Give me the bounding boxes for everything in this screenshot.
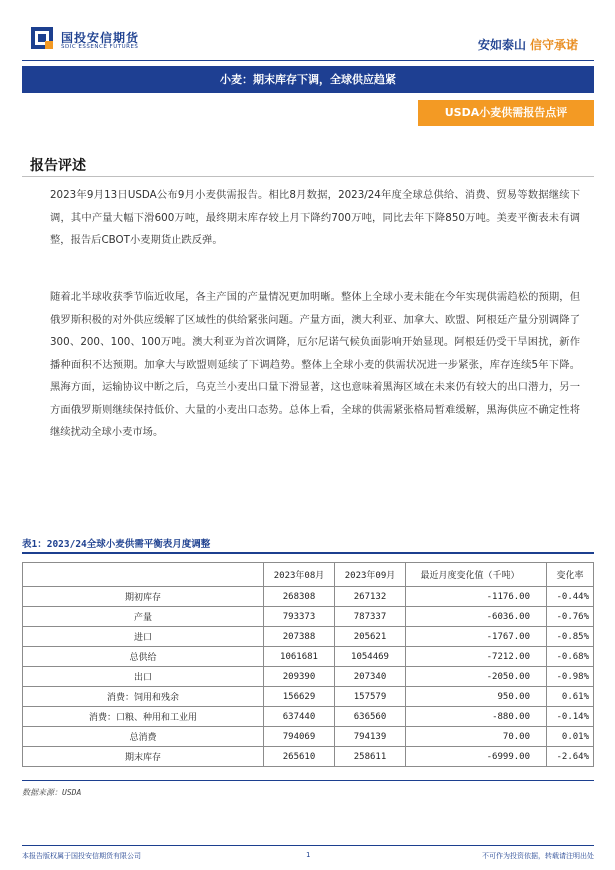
row-sep: 267132: [335, 587, 406, 607]
company-logo-icon: [31, 27, 53, 49]
row-aug: 1061681: [264, 647, 335, 667]
row-item: 产量: [23, 607, 264, 627]
table-row: [23, 727, 594, 747]
row-pct: -2.64%: [547, 747, 594, 767]
col-header-pct: 变化率: [547, 563, 594, 587]
row-item: 进口: [23, 627, 264, 647]
row-change: -880.00: [406, 707, 547, 727]
col-header-change: 最近月度变化值（千吨）: [406, 563, 547, 587]
table-row: [23, 707, 594, 727]
footer-disclaimer: 不可作为投资依据，转载请注明出处: [482, 852, 594, 860]
row-sep: 1054469: [335, 647, 406, 667]
row-item: 期初库存: [23, 587, 264, 607]
page-number: 1: [306, 851, 311, 859]
col-header-sep: 2023年09月: [335, 563, 406, 587]
row-item: 期末库存: [23, 747, 264, 767]
row-sep: 258611: [335, 747, 406, 767]
row-change: -2050.00: [406, 667, 547, 687]
slogan-part-1: 安如泰山: [477, 38, 526, 52]
row-pct: -0.14%: [547, 707, 594, 727]
footer-divider: [22, 845, 594, 846]
row-aug: 209390: [264, 667, 335, 687]
table-row: [23, 687, 594, 707]
row-sep: 794139: [335, 727, 406, 747]
row-change: -6036.00: [406, 607, 547, 627]
section-title: 报告评述: [30, 158, 86, 174]
slogan-part-2: 信守承诺: [529, 38, 578, 52]
report-title: 小麦：期末库存下调，全球供应趋紧: [22, 66, 594, 93]
row-pct: 0.61%: [547, 687, 594, 707]
row-change: -6999.00: [406, 747, 547, 767]
table-row: [23, 747, 594, 767]
row-aug: 207388: [264, 627, 335, 647]
row-sep: 787337: [335, 607, 406, 627]
col-header-item: [23, 563, 264, 587]
company-name-en: SDIC ESSENCE FUTURES: [61, 44, 139, 50]
paragraph-1: 2023年9月13日USDA公布9月小麦供需报告。相比8月数据，2023/24年度全球总供给、消费、贸易等数据继续下调，其中产量大幅下滑600万吨，最终期末库存较上月下降约700万吨，同比去年下降850万吨。美麦平衡表未有调整，报告后CBOT小麦期货止跌反弹。: [50, 189, 580, 246]
report-tag: USDA小麦供需报告点评: [418, 100, 594, 126]
section-divider: [22, 176, 594, 177]
table-row: [23, 607, 594, 627]
row-sep: 636560: [335, 707, 406, 727]
company-name: 国投安信期货: [61, 31, 140, 45]
slogan: [478, 36, 578, 53]
row-aug: 268308: [264, 587, 335, 607]
row-sep: 205621: [335, 627, 406, 647]
row-item: 消费：口粮、种用和工业用: [23, 707, 264, 727]
row-aug: 156629: [264, 687, 335, 707]
table-row: [23, 647, 594, 667]
table-header-row: [23, 563, 594, 587]
table-row: [23, 627, 594, 647]
row-item: 消费：饲用和残余: [23, 687, 264, 707]
data-source: 数据来源：USDA: [22, 788, 82, 797]
row-item: 总供给: [23, 647, 264, 667]
table-row: [23, 667, 594, 687]
row-aug: 637440: [264, 707, 335, 727]
table-top-rule: [22, 552, 594, 554]
footer-copyright: 本报告版权属于国投安信期货有限公司: [22, 852, 141, 860]
row-aug: 793373: [264, 607, 335, 627]
row-pct: -0.44%: [547, 587, 594, 607]
header-divider: [22, 60, 594, 61]
row-aug: 794069: [264, 727, 335, 747]
row-change: 70.00: [406, 727, 547, 747]
row-pct: -0.68%: [547, 647, 594, 667]
row-pct: 0.01%: [547, 727, 594, 747]
row-change: 950.00: [406, 687, 547, 707]
paragraph-2: 随着北半球收获季节临近收尾，各主产国的产量情况更加明晰。整体上全球小麦未能在今年实现供需趋松的预期，但俄罗斯积极的对外供应缓解了区域性的供给紧张问题。产量方面，澳大利亚、加拿大、欧盟、阿根廷产量分别调降了300、200、100、100万吨。澳大利亚为首次调降，厄尔尼诺气候负面影响开始显现。阿根廷仍受干旱困扰，新作播种面积不达预期。加拿大与欧盟则延续了下调趋势。整体上全球小麦的供需状况进一步紧张，库存连续5年下降。黑海方面，运输协议中断之后，乌克兰小麦出口量下滑显著，这也意味着黑海区域在未来仍有较大的出口潜力，另一方面俄罗斯则继续保持低价、大量的小麦出口态势。总体上看，全球的供需紧张格局暂难缓解，黑海供应不确定性将继续扰动全球小麦市场。: [50, 291, 580, 438]
row-aug: 265610: [264, 747, 335, 767]
table-bottom-rule: [22, 780, 594, 781]
row-item: 总消费: [23, 727, 264, 747]
row-sep: 207340: [335, 667, 406, 687]
wheat-balance-table: [22, 562, 594, 767]
row-pct: -0.98%: [547, 667, 594, 687]
row-item: 出口: [23, 667, 264, 687]
row-pct: -0.76%: [547, 607, 594, 627]
row-change: -1767.00: [406, 627, 547, 647]
table-caption: 表1：2023/24全球小麦供需平衡表月度调整: [22, 539, 211, 550]
table-row: [23, 587, 594, 607]
row-change: -1176.00: [406, 587, 547, 607]
row-change: -7212.00: [406, 647, 547, 667]
col-header-aug: 2023年08月: [264, 563, 335, 587]
row-pct: -0.85%: [547, 627, 594, 647]
row-sep: 157579: [335, 687, 406, 707]
